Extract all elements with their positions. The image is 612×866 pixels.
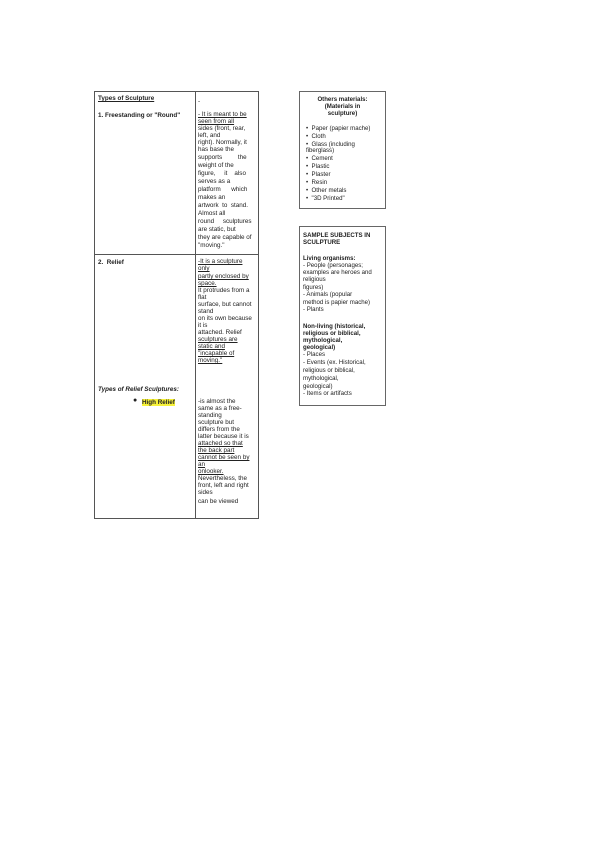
desc-line: serves as a [198,178,231,185]
desc-line: sides [198,489,213,496]
desc-line: right). Normally, it [198,139,247,146]
desc-line: round sculptures [198,218,252,225]
sculpture-types-table [94,91,259,519]
desc-line: they are capable of [198,234,252,241]
desc-line: onlooker. [198,468,224,475]
desc-line: -It is a sculpture [198,258,243,265]
desc-line: "moving." [198,242,225,249]
table-column-divider [195,92,196,518]
list-item-continued: fiberglass) [306,147,335,154]
desc-line: weight of the [198,162,234,169]
desc-line: sides (front, rear, [198,125,246,132]
desc-line: has base the [198,146,235,153]
subjects-title-line: SCULPTURE [303,239,341,246]
desc-line: supports the [198,154,247,161]
desc-line: left, and [198,132,221,139]
desc-line: standing [198,412,222,419]
desc-line: space. [198,280,217,287]
list-item: • Glass (including [306,141,355,148]
row1-heading: 1. Freestanding or "Round" [98,112,181,119]
desc-line: it is [198,322,208,329]
row2-heading: 2. Relief [98,259,124,266]
desc-line: can be viewed [198,498,239,505]
table-row-divider [95,254,258,255]
list-line: method is papier mache) [303,299,371,306]
list-item: • Cloth [306,133,326,140]
subjects-title-line: SAMPLE SUBJECTS IN [303,232,371,239]
desc-line: makes an [198,194,226,201]
desc-line: Nevertheless, the [198,475,248,482]
desc-line: artwork to stand. [198,202,249,209]
high-relief-label: High Relief [142,399,175,406]
sample-subjects-box [299,226,386,406]
nonliving-heading-line: mythological, [303,337,343,344]
desc-line: latter because it is [198,433,249,440]
list-line: - People (personages; [303,262,363,269]
desc-line: stand [198,308,214,315]
list-line: geological) [303,383,333,390]
materials-box [299,91,386,209]
materials-title-line: sculpture) [327,110,358,117]
list-item: • Other metals [306,187,347,194]
desc-line: partly enclosed by [198,273,249,280]
desc-line: - It is meant to be [198,111,247,118]
list-line: - Plants [303,306,324,313]
list-line: - Animals (popular [303,291,353,298]
list-line: - Items or artifacts [303,390,352,397]
list-item: • "3D Printed" [306,195,345,202]
desc-line: same as a free- [198,405,242,412]
desc-line: cannot be seen by [198,454,250,461]
list-line: - Places [303,351,326,358]
list-item: • Plastic [306,163,330,170]
list-item: • Resin [306,179,328,186]
desc-line: the back part [198,447,235,454]
desc-line: figure, it also [198,170,246,177]
desc-line: "incapable of [198,350,235,357]
desc-line: moving." [198,357,223,364]
bullet-icon: ● [133,397,138,404]
desc-line: front, left and right [198,482,249,489]
row1-dash: - [198,98,201,105]
list-line: mythological, [303,375,339,382]
desc-line: on its own because [198,315,252,322]
list-line: figures) [303,284,324,291]
desc-line: attached so that [198,440,243,447]
desc-line: Almost all [198,210,226,217]
table-title: Types of Sculpture [98,95,155,102]
desc-line: -is almost the [198,398,236,405]
nonliving-heading-line: Non-living (historical, [303,323,366,330]
list-item: • Cement [306,155,333,162]
desc-line: platform which [198,186,248,193]
materials-title-line: (Materials in [324,103,361,110]
desc-line: static and [198,343,225,350]
desc-line: differs from the [198,426,240,433]
nonliving-heading-line: geological) [303,344,336,351]
desc-line: seen from all [198,118,235,125]
list-line: - Events (ex. Historical, [303,359,366,366]
desc-line: sculpture but [198,419,235,426]
living-heading: Living organisms: [303,255,356,262]
list-line: examples are heroes and [303,269,372,276]
list-item: • Paper (papier mache) [306,125,371,132]
nonliving-heading-line: religious or biblical, [303,330,361,337]
relief-types-subheading: Types of Relief Sculptures: [98,386,179,393]
desc-line: an [198,461,206,468]
list-item: • Plaster [306,171,331,178]
desc-line: are static, but [198,226,236,233]
list-line: religious [303,276,326,283]
materials-title-line: Others materials: [317,96,368,103]
list-line: religious or biblical, [303,367,355,374]
desc-line: attached. Relief [198,329,242,336]
desc-line: sculptures are [198,336,238,343]
desc-line: flat [198,294,207,301]
desc-line: surface, but cannot [198,301,252,308]
desc-line: It protrudes from a [198,287,250,294]
desc-line: only [198,265,210,272]
